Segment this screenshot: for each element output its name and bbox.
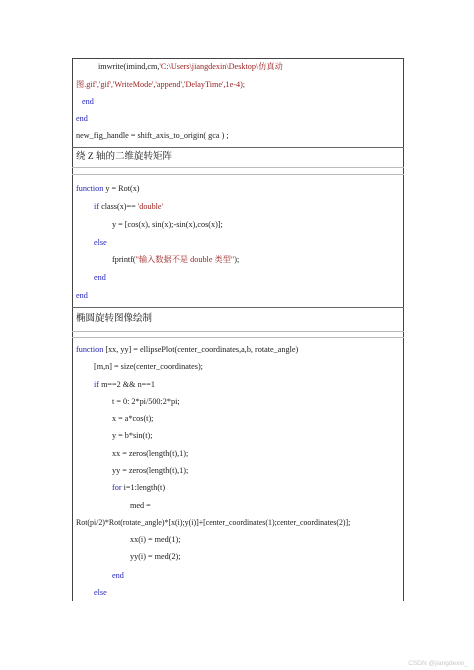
table-divider (72, 337, 404, 338)
xxi-line: xx(i) = med(1); (130, 535, 181, 544)
med-line: med = (130, 501, 151, 510)
string-literal: 'double' (137, 202, 164, 211)
function-rot-line (76, 184, 140, 194)
yyi-line: yy(i) = med(2); (130, 552, 181, 561)
rot-assign-line: y = [cos(x), sin(x);-sin(x),cos(x)]; (112, 220, 223, 229)
table-divider (72, 167, 404, 168)
fprintf-line (112, 255, 239, 265)
for-line (112, 483, 165, 493)
else-keyword: else (94, 238, 107, 247)
code-text: m==2 && n==1 (99, 380, 156, 389)
if-keyword: if (94, 380, 100, 389)
string-literal: ,'gif','WriteMode','append','DelayTime',1e-4); (96, 80, 246, 89)
end-keyword: end (94, 273, 106, 282)
end-keyword: end (76, 114, 88, 123)
string-literal: 'C:\Users\jiangdexin\Desktop\仿真动 (159, 62, 283, 71)
end-keyword: end (112, 571, 124, 580)
code-text: ); (234, 255, 240, 264)
xx-line: xx = zeros(length(t),1); (112, 449, 189, 458)
yy-line: yy = zeros(length(t),1); (112, 466, 189, 475)
size-line: [m,n] = size(center_coordinates); (94, 362, 203, 371)
section-heading-rot: 绕 Z 轴的二维旋转矩阵 (76, 152, 173, 162)
function-keyword: function (76, 345, 104, 354)
code-text: class(x)== (99, 202, 138, 211)
string-literal: "输入数据不是 double 类型" (135, 255, 235, 264)
if-keyword: if (94, 202, 100, 211)
code-text: [xx, yy] = ellipsePlot(center_coordinates,a,b, rotate_angle) (103, 345, 299, 354)
function-ellipse-line (76, 345, 298, 355)
x-line: x = a*cos(t); (112, 414, 154, 423)
imwrite-line-continued (76, 80, 245, 90)
for-keyword: for (112, 483, 122, 492)
if-class-line (94, 202, 163, 212)
code-text: i=1:length(t) (121, 483, 166, 492)
watermark: CSDN @jiangdexin_ (408, 660, 468, 667)
table-divider (72, 147, 404, 148)
fig-handle-line: new_fig_handle = shift_axis_to_origin( gca ) ; (76, 131, 229, 140)
imwrite-line (98, 62, 283, 72)
t-line: t = 0: 2*pi/500:2*pi; (112, 397, 180, 406)
table-divider (72, 331, 404, 332)
code-text: imwrite(imind,cm, (98, 62, 160, 71)
code-text: y = Rot(x) (103, 184, 140, 193)
string-literal: 图.gif' (76, 80, 97, 89)
table-divider (72, 307, 404, 308)
code-text: fprintf( (112, 255, 136, 264)
rot-call-line: Rot(pi/2)*Rot(rotate_angle)*[x(i);y(i)]+[center_coordinates(1);center_coordinates(2)]; (76, 518, 351, 527)
end-keyword: end (76, 291, 88, 300)
else-keyword: else (94, 588, 107, 597)
y-line: y = b*sin(t); (112, 431, 153, 440)
section-heading-ellipse: 椭圆旋转图像绘制 (76, 314, 153, 324)
table-divider (72, 174, 404, 175)
end-keyword: end (82, 97, 94, 106)
function-keyword: function (76, 184, 104, 193)
if-mn-line (94, 380, 155, 390)
